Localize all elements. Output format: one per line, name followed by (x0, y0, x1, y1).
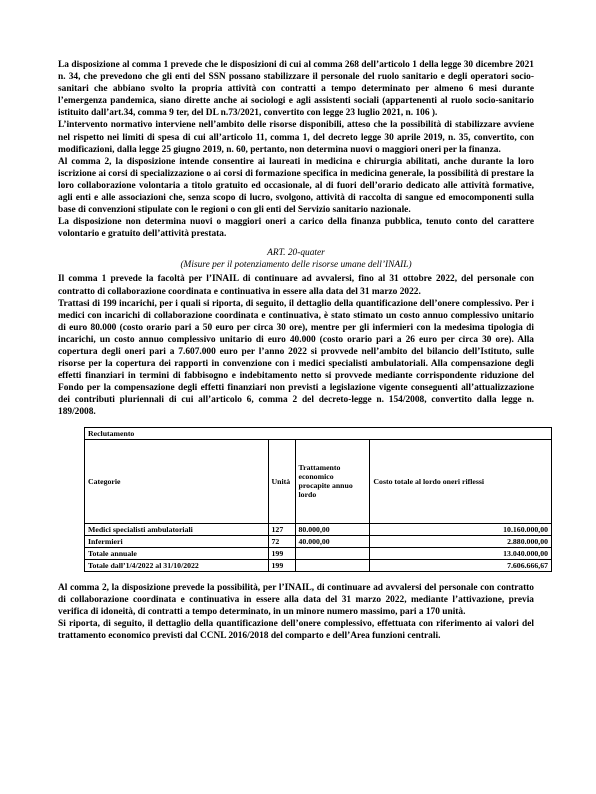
table-row (85, 547, 552, 559)
row-category: Totale annuale (85, 547, 269, 559)
table-row (85, 535, 552, 547)
article-subtitle: (Misure per il potenziamento delle risorse umane dell’INAIL) (180, 260, 412, 271)
spacer (58, 572, 534, 582)
row-treatment (295, 559, 370, 571)
table-caption: Reclutamento (85, 427, 552, 439)
row-cost: 7.606.666,67 (370, 559, 552, 571)
paragraph: Al comma 2, la disposizione prevede la possibilità, per l’INAIL, di continuare ad avvalersi del personale con contratto di collaborazione coordinata e continuativa in essere alla data del 31 marzo 2022, mediante l’attivazione, previa verifica di idoneità, di contratti a tempo determinato, in un minore numero massimo, pari a 170 unità. (58, 582, 534, 617)
paragraph: Al comma 2, la disposizione intende consentire ai laureati in medicina e chirurgia abilitati, anche durante la loro iscrizione ai corsi di specializzazione o ai corsi di formazione specifica in medicina generale, la possibilità di prestare la loro collaborazione volontaria a titolo gratuito ed occasionale, al di fuori dell’orario dedicato alle attività formative, agli enti e alle associazioni che, senza scopo di lucro, svolgono, attività di raccolta di sangue ed emocomponenti sulla base di convenzioni stipulate con le regioni o con gli enti del Servizio sanitario nazionale. (58, 156, 534, 216)
article-title: ART. 20-quater (267, 248, 325, 259)
header-cost: Costo totale al lordo oneri riflessi (370, 439, 552, 523)
table-row (85, 559, 552, 571)
recruitment-table (84, 427, 552, 572)
paragraph: L’intervento normativo interviene nell’ambito delle risorse disponibili, atteso che la possibilità di stabilizzare avviene nel rispetto nei limiti di spesa di cui all’articolo 11, comma 1, del decreto legge 30 aprile 2019, n. 35, convertito, con modificazioni, dalla legge 25 giugno 2019, n. 60, pertanto, non determina nuovi o maggiori oneri per la finanza. (58, 120, 534, 155)
paragraph: Trattasi di 199 incarichi, per i quali si riporta, di seguito, il dettaglio della quantificazione dell’onere complessivo. Per i medici con incarichi di collaborazione coordinata e continuativa, è stato stimato un costo annuo complessivo unitario di euro 80.000 (costo orario pari a 50 euro per circa 30 ore), mentre per gli infermieri con la medesima tipologia di incarichi, un costo annuo complessivo unitario di euro 40.000 (costo orario pari a 26 euro per circa 30 ore). Alla copertura degli oneri pari a 7.607.000 euro per l’anno 2022 si provvede nell’ambito del bilancio dell’Istituto, sulle risorse per la copertura dei rapporti in convenzione con i medici specialisti ambulatoriali. Alla compensazione degli effetti finanziari in termini di fabbisogno e indebitamento netto si provvede mediante corrispondente riduzione del Fondo per la compensazione degli effetti finanziari non previsti a legislazione vigente conseguenti all’attualizzazione dei contributi pluriennali di cui all’articolo 6, comma 2 del decreto-legge n. 154/2008, convertito dalla legge n. 189/2008. (58, 298, 534, 418)
header-units: Unità (268, 439, 295, 523)
row-units: 199 (268, 547, 295, 559)
row-category: Infermieri (85, 535, 269, 547)
row-category: Medici specialisti ambulatoriali (85, 523, 269, 535)
row-cost: 13.040.000,00 (370, 547, 552, 559)
document-page (58, 59, 548, 642)
row-treatment: 80.000,00 (295, 523, 370, 535)
table-row (85, 523, 552, 535)
paragraph: La disposizione al comma 1 prevede che le disposizioni di cui al comma 268 dell’articolo 1 della legge 30 dicembre 2021 n. 34, che prevedono che gli enti del SSN possano stabilizzare il personale del ruolo sanitario e degli operatori socio-sanitari che abbiano svolto la propria attività con contratti a tempo determinato per almeno 6 mesi durante l’emergenza pandemica, siano dirette anche ai sociologi e agli assistenti sociali (appartenenti al ruolo socio-sanitario istituito dall’art.34, comma 9 ter, del DL n.73/2021, convertito con legge 23 luglio 2021, n. 106 ). (58, 60, 534, 119)
header-category: Categorie (85, 439, 269, 523)
row-cost: 10.160.000,00 (370, 523, 552, 535)
row-treatment (295, 547, 370, 559)
row-units: 72 (268, 535, 295, 547)
paragraph: Si riporta, di seguito, il dettaglio della quantificazione dell’onere complessivo, effettuata con riferimento ai valori del trattamento economico previsti dal CCNL 2016/2018 del comparto e dell’Area funzioni centrali. (58, 618, 534, 641)
row-cost: 2.880.000,00 (370, 535, 552, 547)
header-treatment: Trattamento economico procapite annuo lordo (295, 439, 370, 523)
paragraph: La disposizione non determina nuovi o maggiori oneri a carico della finanza pubblica, tenuto conto del carattere volontario e gratuito dell’attività prestata. (58, 217, 534, 240)
row-category: Totale dall’1/4/2022 al 31/10/2022 (85, 559, 269, 571)
paragraph: Il comma 1 prevede la facoltà per l’INAIL di continuare ad avvalersi, fino al 31 ottobre 2022, del personale con contratto di collaborazione coordinata e continuativa in essere alla data del 31 marzo 2022. (58, 274, 534, 297)
row-units: 199 (268, 559, 295, 571)
row-units: 127 (268, 523, 295, 535)
row-treatment: 40.000,00 (295, 535, 370, 547)
